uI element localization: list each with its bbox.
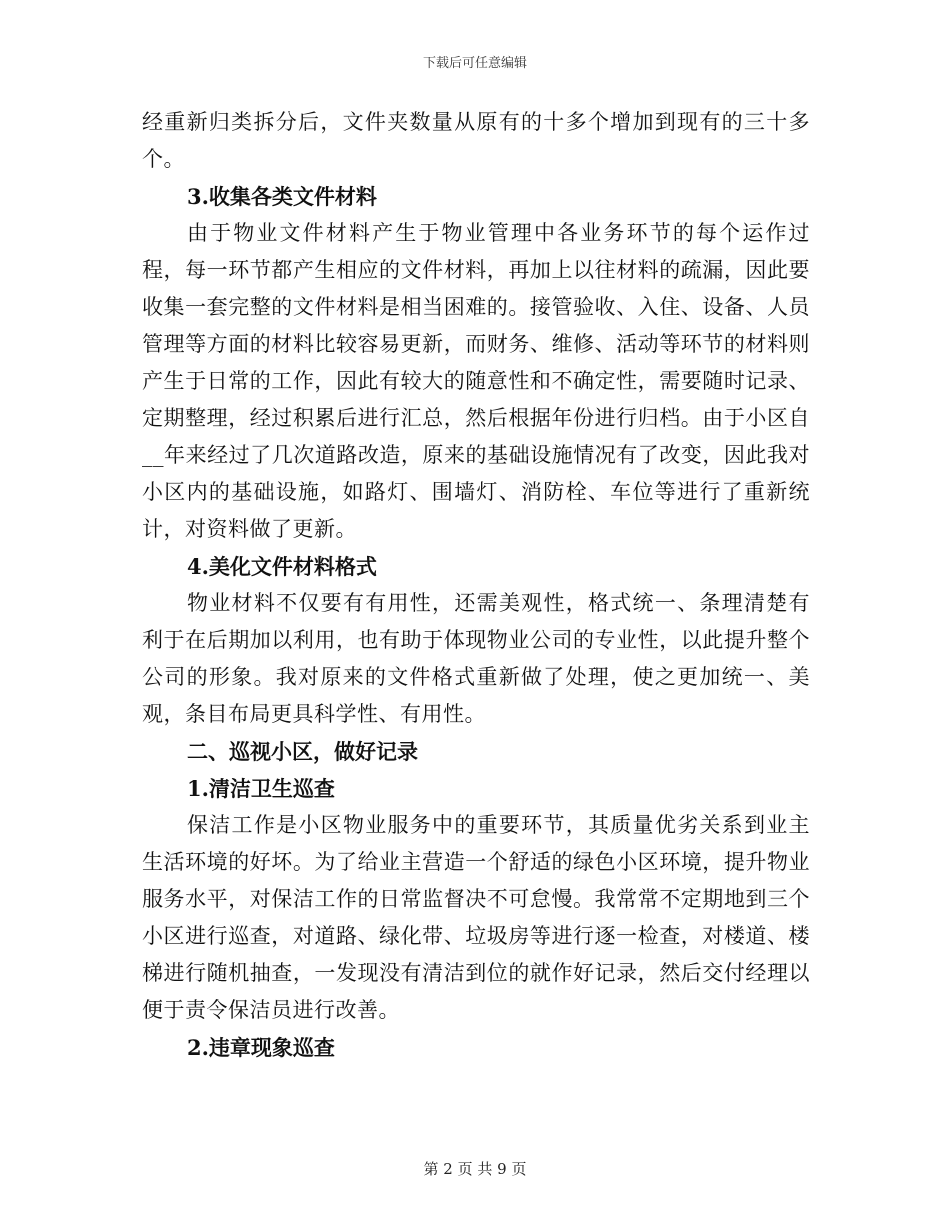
section-heading-format: 4.美化文件材料格式 xyxy=(187,554,377,579)
paragraph-collect-materials: 由于物业文件材料产生于物业管理中各业务环节的每个运作过程，每一环节都产生相应的文件材料，再加上以往材料的疏漏，因此要收集一套完整的文件材料是相当困难的。接管验收、入住、设备、人员管理等方面的材料比较容易更新，而财务、维修、活动等环节的材料则产生于日常的工作，因此有较大的随意性和不确定性，需要随时记录、定期整理，经过积累后进行汇总，然后根据年份进行归档。由于小区自__年来经过了几次道路改造，原来的基础设施情况有了改变，因此我对小区内的基础设施，如路灯、围墙灯、消防栓、车位等进行了重新统计，对资料做了更新。 xyxy=(142,221,810,541)
paragraph-cleaning: 保洁工作是小区物业服务中的重要环节，其质量优劣关系到业主生活环境的好坏。为了给业主营造一个舒适的绿色小区环境，提升物业服务水平，对保洁工作的日常监督决不可怠慢。我常常不定期地到三个小区进行巡查，对道路、绿化带、垃圾房等进行逐一检查，对楼道、楼梯进行随机抽查，一发现没有清洁到位的就作好记录，然后交付经理以便于责令保洁员进行改善。 xyxy=(142,813,810,1022)
page-header: 下载后可任意编辑 xyxy=(422,56,527,71)
paragraph-format: 物业材料不仅要有有用性，还需美观性，格式统一、条理清楚有利于在后期加以利用，也有助于体现物业公司的专业性，以此提升整个公司的形象。我对原来的文件格式重新做了处理，使之更加统一、美观，条目布局更具科学性、有用性。 xyxy=(142,591,810,726)
section-heading-cleaning: 1.清洁卫生巡查 xyxy=(187,776,335,801)
document-body xyxy=(142,104,810,1066)
section-heading-violations: 2.违章现象巡查 xyxy=(187,1035,335,1060)
page-footer: 第 2 页 共 9 页 xyxy=(423,1160,527,1178)
paragraph-continuation: 经重新归类拆分后，文件夹数量从原有的十多个增加到现有的三十多个。 xyxy=(142,110,810,171)
chapter-heading-patrol: 二、巡视小区，做好记录 xyxy=(187,739,418,764)
section-heading-collect-materials: 3.收集各类文件材料 xyxy=(187,184,377,209)
